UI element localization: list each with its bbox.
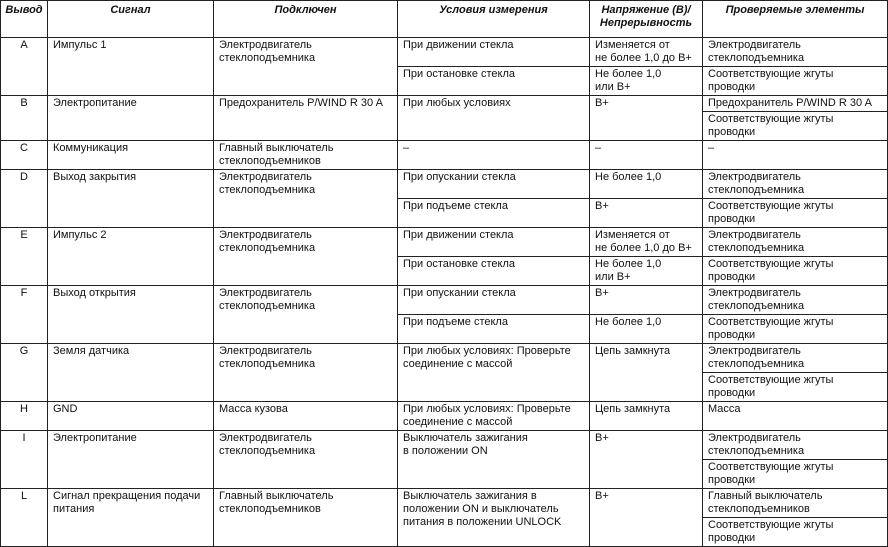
check-cell: Масса: [703, 402, 888, 431]
table-row: [1, 96, 888, 112]
voltage-cell: Не более 1,0: [590, 170, 703, 199]
condition-cell: При остановке стекла: [398, 257, 590, 286]
voltage-cell: Не более 1,0 или B+: [590, 257, 703, 286]
table-row: [1, 402, 888, 431]
pin-cell: L: [1, 489, 48, 547]
connected-cell: Электродвигатель стеклоподъемника: [214, 286, 398, 344]
condition-cell: При подъеме стекла: [398, 199, 590, 228]
signal-cell: Электропитание: [48, 431, 214, 489]
pin-cell: B: [1, 96, 48, 141]
signal-cell: GND: [48, 402, 214, 431]
table-row: [1, 170, 888, 199]
table-row: [1, 141, 888, 170]
table-row: [1, 228, 888, 257]
table-row: [1, 38, 888, 67]
check-cell: Соответствующие жгуты проводки: [703, 67, 888, 96]
check-cell: Электродвигатель стеклоподъемника: [703, 228, 888, 257]
signal-cell: Коммуникация: [48, 141, 214, 170]
condition-cell: При подъеме стекла: [398, 315, 590, 344]
check-cell: Электродвигатель стеклоподъемника: [703, 344, 888, 373]
check-cell: Электродвигатель стеклоподъемника: [703, 286, 888, 315]
condition-cell: При движении стекла: [398, 38, 590, 67]
condition-cell: При движении стекла: [398, 228, 590, 257]
check-cell: Соответствующие жгуты проводки: [703, 460, 888, 489]
signal-cell: Выход закрытия: [48, 170, 214, 228]
voltage-cell: Не более 1,0 или B+: [590, 67, 703, 96]
condition-cell: При остановке стекла: [398, 67, 590, 96]
condition-cell: –: [398, 141, 590, 170]
connected-cell: Электродвигатель стеклоподъемника: [214, 344, 398, 402]
pin-cell: A: [1, 38, 48, 96]
connected-cell: Электродвигатель стеклоподъемника: [214, 38, 398, 96]
condition-cell: При опускании стекла: [398, 170, 590, 199]
check-cell: Соответствующие жгуты проводки: [703, 257, 888, 286]
voltage-cell: Не более 1,0: [590, 315, 703, 344]
connected-cell: Электродвигатель стеклоподъемника: [214, 431, 398, 489]
signal-cell: Импульс 1: [48, 38, 214, 96]
table-body: [1, 38, 888, 547]
check-cell: Соответствующие жгуты проводки: [703, 112, 888, 141]
connected-cell: Электродвигатель стеклоподъемника: [214, 228, 398, 286]
condition-cell: При любых условиях: Проверьте соединение с массой: [398, 402, 590, 431]
voltage-cell: Цепь замкнута: [590, 344, 703, 402]
check-cell: Электродвигатель стеклоподъемника: [703, 38, 888, 67]
signal-cell: Сигнал прекращения подачи питания: [48, 489, 214, 547]
connected-cell: Масса кузова: [214, 402, 398, 431]
table-row: [1, 489, 888, 518]
voltage-cell: Изменяется от не более 1,0 до B+: [590, 228, 703, 257]
connected-cell: Главный выключатель стеклоподъемников: [214, 141, 398, 170]
voltage-cell: Изменяется от не более 1,0 до B+: [590, 38, 703, 67]
table-header-row: [1, 1, 888, 38]
voltage-cell: B+: [590, 96, 703, 141]
check-cell: Соответствующие жгуты проводки: [703, 518, 888, 547]
voltage-cell: Цепь замкнута: [590, 402, 703, 431]
pin-cell: I: [1, 431, 48, 489]
check-cell: Соответствующие жгуты проводки: [703, 315, 888, 344]
connected-cell: Главный выключатель стеклоподъемников: [214, 489, 398, 547]
check-cell: Электродвигатель стеклоподъемника: [703, 170, 888, 199]
pin-cell: E: [1, 228, 48, 286]
header-pin: Вывод: [1, 1, 48, 38]
connected-cell: Предохранитель P/WIND R 30 A: [214, 96, 398, 141]
table-row: [1, 344, 888, 373]
check-cell: –: [703, 141, 888, 170]
voltage-cell: B+: [590, 431, 703, 489]
pin-cell: H: [1, 402, 48, 431]
header-condition: Условия измерения: [398, 1, 590, 38]
condition-cell: При любых условиях: Проверьте соединение с массой: [398, 344, 590, 402]
pin-cell: F: [1, 286, 48, 344]
connected-cell: Электродвигатель стеклоподъемника: [214, 170, 398, 228]
check-cell: Главный выключатель стеклоподъемников: [703, 489, 888, 518]
check-cell: Электродвигатель стеклоподъемника: [703, 431, 888, 460]
signal-cell: Земля датчика: [48, 344, 214, 402]
voltage-cell: –: [590, 141, 703, 170]
header-voltage: Напряжение (В)/ Непрерывность: [590, 1, 703, 38]
header-signal: Сигнал: [48, 1, 214, 38]
check-cell: Предохранитель P/WIND R 30 A: [703, 96, 888, 112]
table-row: [1, 431, 888, 460]
condition-cell: Выключатель зажигания в положении ON: [398, 431, 590, 489]
condition-cell: Выключатель зажигания в положении ON и выключатель питания в положении UNLOCK: [398, 489, 590, 547]
signal-cell: Выход открытия: [48, 286, 214, 344]
header-check: Проверяемые элементы: [703, 1, 888, 38]
voltage-cell: B+: [590, 199, 703, 228]
signal-cell: Импульс 2: [48, 228, 214, 286]
check-cell: Соответствующие жгуты проводки: [703, 373, 888, 402]
check-cell: Соответствующие жгуты проводки: [703, 199, 888, 228]
pin-cell: C: [1, 141, 48, 170]
table-row: [1, 286, 888, 315]
condition-cell: При опускании стекла: [398, 286, 590, 315]
signal-cell: Электропитание: [48, 96, 214, 141]
pin-cell: D: [1, 170, 48, 228]
header-connected: Подключен: [214, 1, 398, 38]
pin-cell: G: [1, 344, 48, 402]
voltage-cell: B+: [590, 489, 703, 547]
condition-cell: При любых условиях: [398, 96, 590, 141]
voltage-cell: B+: [590, 286, 703, 315]
